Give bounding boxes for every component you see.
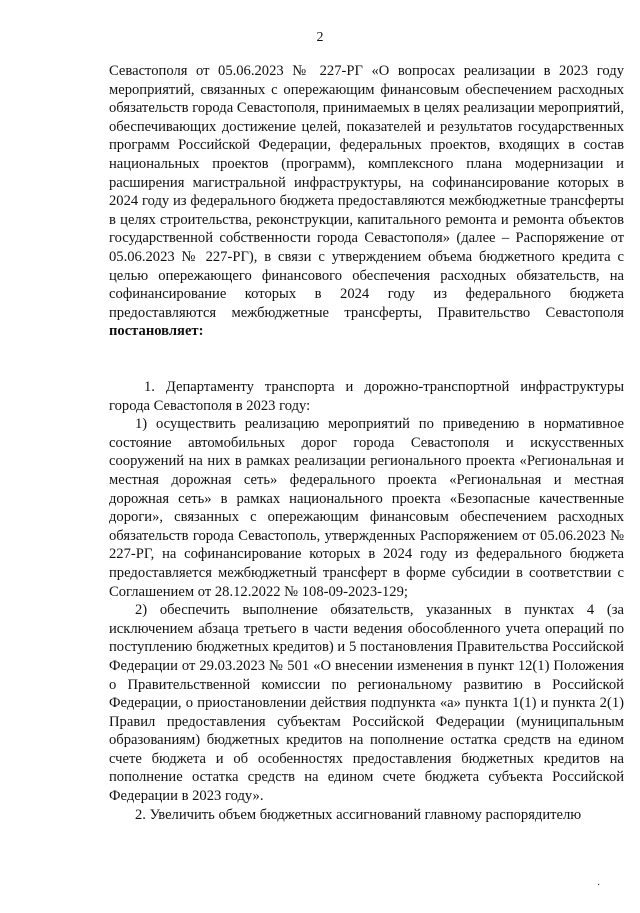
section-1-heading: 1. Департаменту транспорта и дорожно-транспортной инфраструктуры города Севастополя в 2023 году: [109, 379, 624, 414]
intro-paragraph [109, 62, 624, 341]
section-1 [109, 378, 624, 824]
scan-mark: · [597, 880, 601, 891]
page-number: 2 [316, 30, 324, 45]
intro-text: Севастополя от 05.06.2023 № 227-РГ «О вопросах реализации в 2023 году мероприятий, связанных с опережающим финансовым обеспечением расходных обязательств города Севастополя, принимаемых в целях реализации мероприятий, обеспечивающих достижение целей, показателей и результатов государственных программ Российской Федерации, федеральных проектов, входящих в состав национальных проектов (программ), комплексного плана модернизации и расширения магистральной инфраструктуры, на софинансирование которых в 2024 году из федерального бюджета предоставляются межбюджетные трансферты в целях строительства, реконструкции, капитального ремонта и ремонта объектов государственной собственности города Севастополя» (далее – Распоряжение от 05.06.2023 № 227-РГ), в связи с утверждением объема бюджетного кредита с целью опережающего финансового обеспечения расходных обязательств, на софинансирование которых в 2024 году из федерального бюджета предоставляются межбюджетные трансферты, Правительство Севастополя [109, 63, 624, 321]
resolution-word: постановляет: [109, 323, 204, 340]
section-1-item-1: 1) осуществить реализацию мероприятий по приведению в нормативное состояние автомобильных дорог города Севастополя и искусственных сооружений на них в рамках реализации регионального проекта «Региональная и местная дорожная сеть» федерального проекта «Региональная и местная дорожная сеть» в рамках национального проекта «Безопасные качественные дороги», связанных с опережающим финансовым обеспечением расходных обязательств города Севастополь, утвержденных Распоряжением от 05.06.2023 № 227-РГ, на софинансирование которых в 2024 году из федерального бюджета предоставляется межбюджетный трансферт в форме субсидии в соответствии с Соглашением от 28.12.2022 № 108-09-2023-129; [109, 416, 624, 600]
intro-block [109, 62, 624, 341]
section-2-paragraph: 2. Увеличить объем бюджетных ассигнований главному распорядителю [135, 806, 582, 823]
section-1-item-2: 2) обеспечить выполнение обязательств, указанных в пунктах 4 (за исключением абзаца третьего в части ведения обособленного учета операций по поступлению бюджетных кредитов) и 5 постановления Правительства Российской Федерации от 29.03.2023 № 501 «О внесении изменения в пункт 12(1) Положения о Правительственной комиссии по региональному развитию в Российской Федерации, о приостановлении действия подпункта «а» пункта 1(1) и пункта 2(1) Правил предоставления субъектам Российской Федерации (муниципальным образованиям) бюджетных кредитов на пополнение остатка средств на едином счете бюджета и об особенностях предоставления бюджетных кредитов на пополнение остатка средств на едином счете бюджета субъекта Российской Федерации в 2023 году». [109, 602, 624, 805]
